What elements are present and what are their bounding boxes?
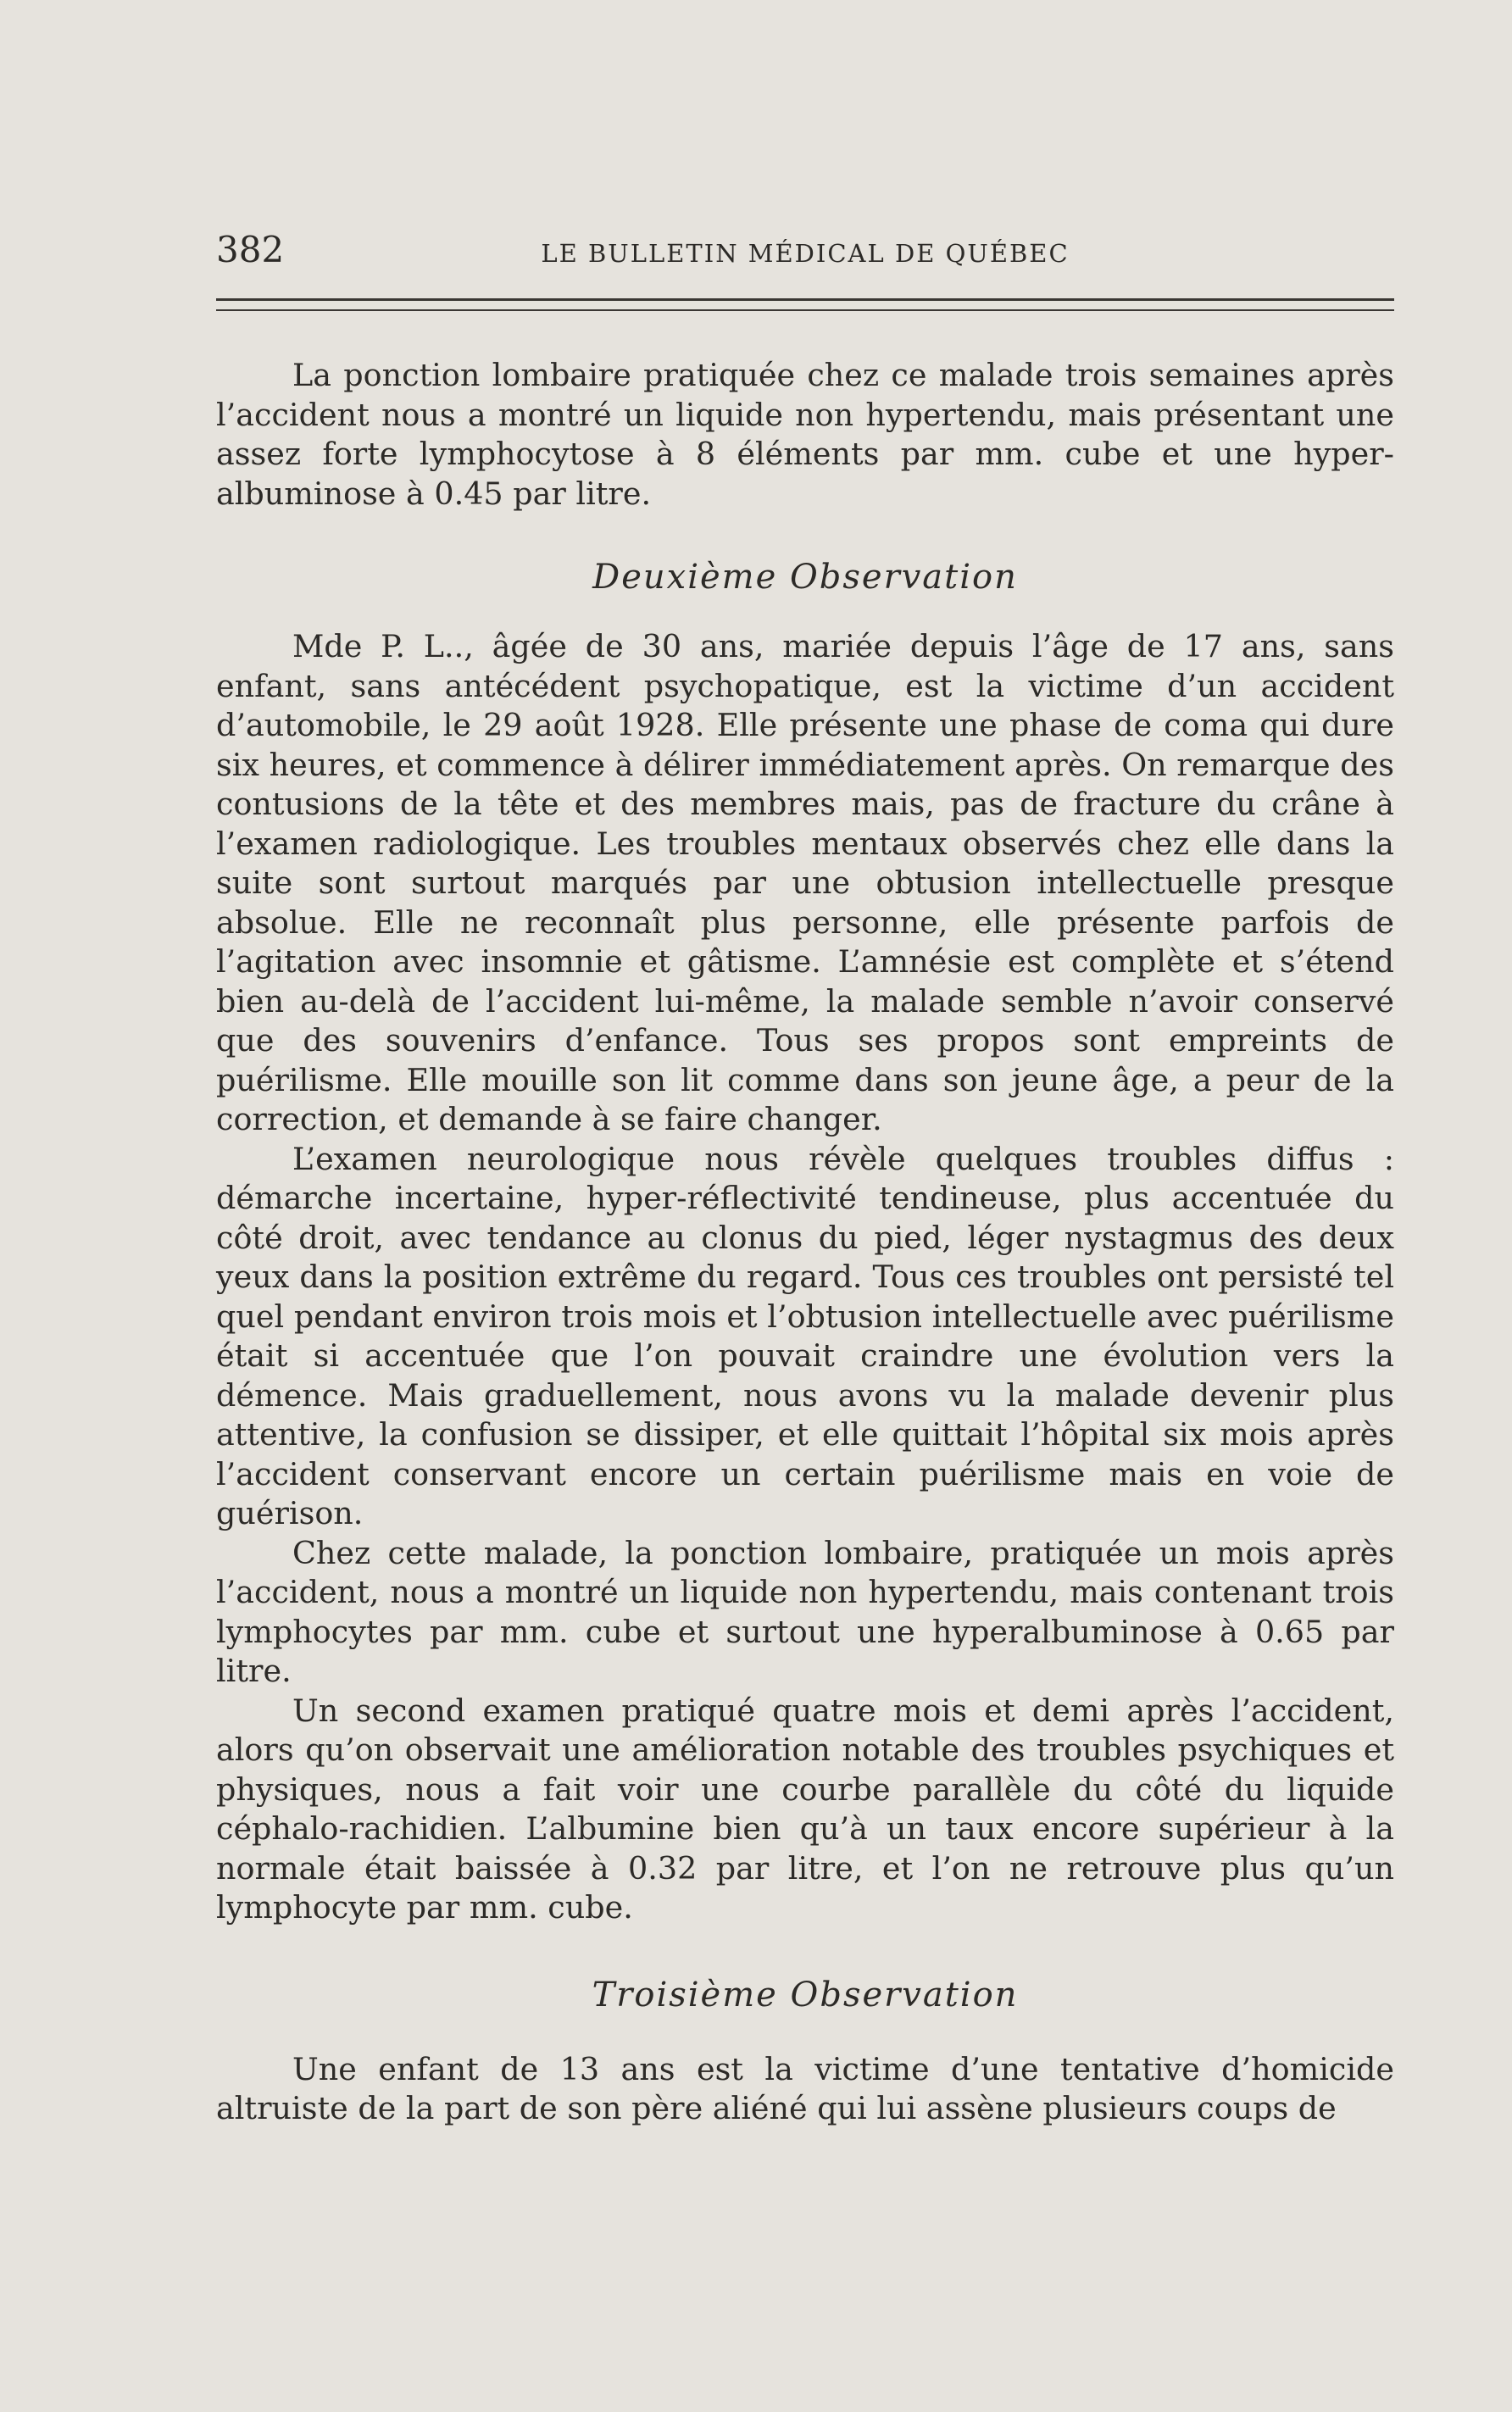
paragraph: Mde P. L.., âgée de 30 ans, mariée depuis l’âge de 17 ans, sans enfant, sans antécédent psychopatique, est la victime d’un accident d’automobile, le 29 août 1928. Elle présente une phase de coma qui dure six heures, et commence à délirer immédiatement après. On remarque des contusions de la tête et des membres mais, pas de fracture du crâne à l’examen radiologique. Les troubles mentaux observés chez elle dans la suite sont surtout marqués par une obtusion intellectuelle presque absolue. Elle ne reconnaît plus personne, elle présente parfois de l’agitation avec insomnie et gâtisme. L’amnésie est complète et s’étend bien au-delà de l’accident lui-même, la malade semble n’avoir conservé que des souvenirs d’enfance. Tous ses propos sont empreints de puérilisme. Elle mouille son lit comme dans son jeune âge, a peur de la correction, et demande à se faire changer.	[216, 628, 1394, 1137]
paragraph: L’examen neurologique nous révèle quelques troubles diffus : démarche incertaine, hyper-réflectivité tendineuse, plus accentuée du côté droit, avec tendance au clonus du pied, léger nystagmus des deux yeux dans la position extrême du regard. Tous ces troubles ont persisté tel quel pendant environ trois mois et l’obtusion intellectuelle avec puérilisme était si accentuée que l’on pouvait craindre une évolution vers la démence. Mais graduellement, nous avons vu la malade devenir plus attentive, la confusion se dissiper, et elle quittait l’hôpital six mois après l’accident conservant encore un certain puérilisme mais en voie de guérison.	[216, 1140, 1394, 1531]
paragraph: Une enfant de 13 ans est la victime d’une tentative d’homicide altruiste de la part de son père aliéné qui lui assène plusieurs coups de	[216, 2050, 1394, 2126]
running-title: LE BULLETIN MÉDICAL DE QUÉBEC	[541, 239, 1070, 268]
header-rule-bottom	[216, 309, 1394, 311]
section-heading-deuxieme-observation: Deuxième Observation	[592, 558, 1018, 597]
paragraph: Un second examen pratiqué quatre mois et demi après l’accident, alors qu’on observait une amélioration notable des troubles psychiques et physiques, nous a fait voir une courbe parallèle du côté du liquide céphalo-rachidien. L’albumine bien qu’à un taux encore supérieur à la normale était baissée à 0.32 par litre, et l’on ne retrouve plus qu’un lymphocyte par mm. cube.	[216, 1692, 1394, 1926]
article-body	[216, 356, 1394, 2129]
section-heading-troisieme-observation: Troisième Observation	[592, 1975, 1019, 2015]
paragraph: La ponction lombaire pratiquée chez ce malade trois semaines après l’accident nous a montré un liquide non hypertendu, mais présentant une assez forte lymphocytose à 8 éléments par mm. cube et une hyper-albuminose à 0.45 par litre.	[216, 357, 1394, 512]
page-number: 382	[216, 229, 285, 270]
page-header	[216, 229, 1394, 280]
header-rule-top	[216, 298, 1394, 301]
paragraph: Chez cette malade, la ponction lombaire, pratiquée un mois après l’accident, nous a montré un liquide non hypertendu, mais contenant trois lymphocytes par mm. cube et surtout une hyperalbuminose à 0.65 par litre.	[216, 1534, 1394, 1689]
